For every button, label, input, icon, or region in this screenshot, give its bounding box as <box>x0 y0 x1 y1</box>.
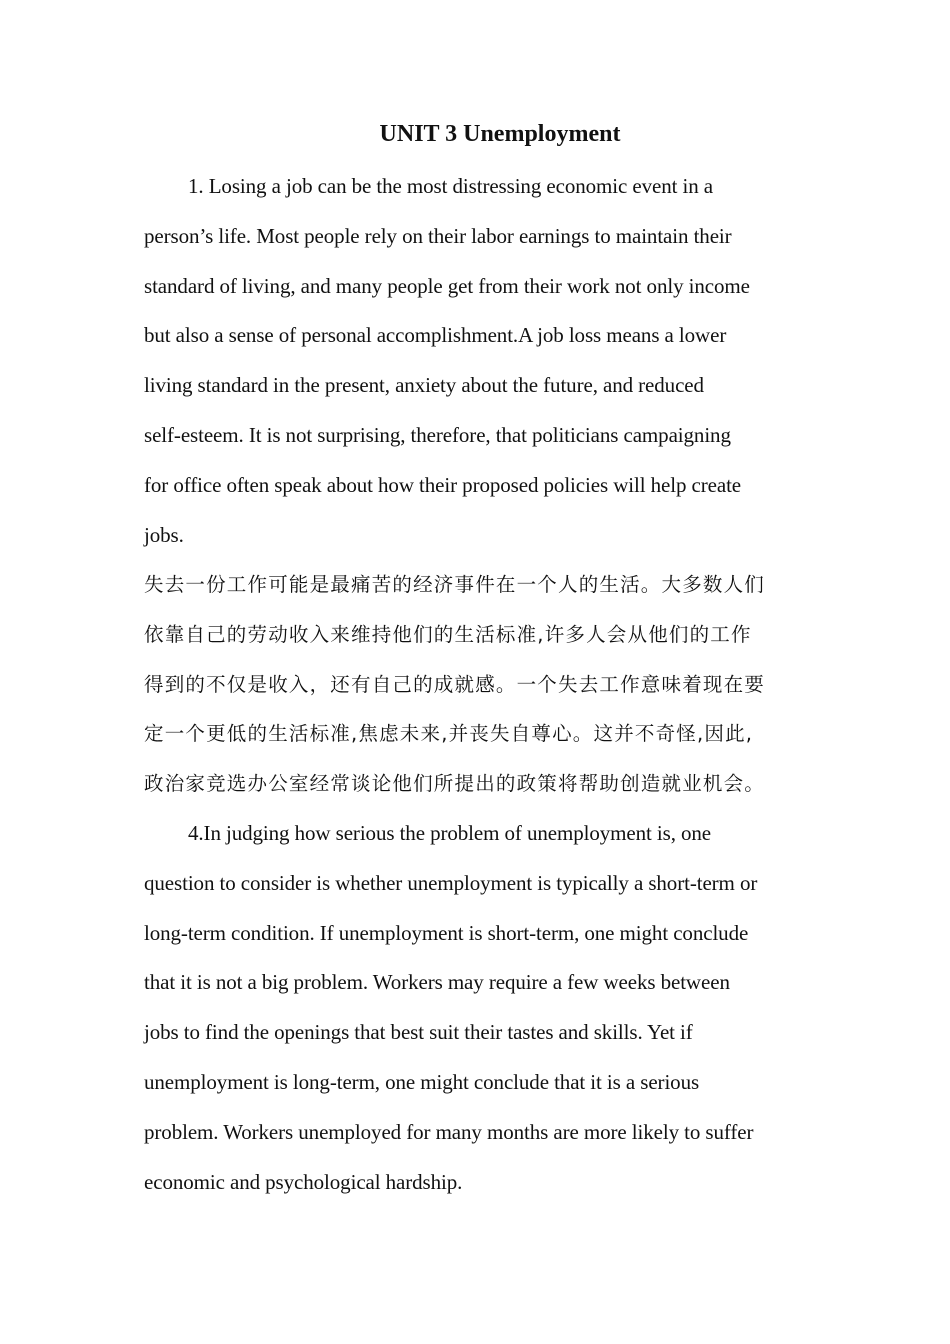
paragraph-1-line: for office often speak about how their proposed policies will help create <box>144 472 742 497</box>
paragraph-4-line: question to consider is whether unemployment is typically a short-term or <box>144 870 758 895</box>
paragraph-4-line: 4.In judging how serious the problem of unemployment is, one <box>188 821 712 845</box>
paragraph-1-line: living standard in the present, anxiety about the future, and reduced <box>144 373 704 398</box>
paragraph-4-line: problem. Workers unemployed for many months are more likely to suffer <box>144 1119 754 1144</box>
paragraph-4-line: long-term condition. If unemployment is short-term, one might conclude <box>144 920 749 945</box>
translation-1-line: 定一个更低的生活标准,焦虑未来,并丧失自尊心。这并不奇怪,因此, <box>144 722 754 746</box>
translation-1-line: 政治家竞选办公室经常谈论他们所提出的政策将帮助创造就业机会。 <box>144 772 766 796</box>
paragraph-4-line: economic and psychological hardship. <box>144 1169 463 1194</box>
translation-1-line: 得到的不仅是收入，还有自己的成就感。一个失去工作意味着现在要 <box>144 672 766 696</box>
paragraph-1-line: person’s life. Most people rely on their labor earnings to maintain their <box>144 223 732 248</box>
paragraph-4-line: that it is not a big problem. Workers may require a few weeks between <box>144 970 730 995</box>
paragraph-4 <box>144 809 808 1207</box>
translation-1-line: 失去一份工作可能是最痛苦的经济事件在一个人的生活。大多数人们 <box>144 573 766 596</box>
paragraph-1-line: standard of living, and many people get from their work not only income <box>144 273 750 298</box>
translation-1-line: 依靠自己的劳动收入来维持他们的生活标准,许多人会从他们的工作 <box>144 622 752 646</box>
paragraph-1-line: but also a sense of personal accomplishment.A job loss means a lower <box>144 323 727 348</box>
translation-1 <box>144 560 808 809</box>
page-title: UNIT 3 Unemployment <box>379 121 621 147</box>
paragraph-1 <box>144 162 808 560</box>
paragraph-1-line: 1. Losing a job can be the most distressing economic event in a <box>188 174 713 198</box>
paragraph-4-line: unemployment is long-term, one might conclude that it is a serious <box>144 1069 700 1094</box>
paragraph-4-line: jobs to find the openings that best suit their tastes and skills. Yet if <box>144 1020 693 1045</box>
paragraph-1-line: jobs. <box>144 522 184 547</box>
paragraph-1-line: self-esteem. It is not surprising, therefore, that politicians campaigning <box>144 422 731 447</box>
